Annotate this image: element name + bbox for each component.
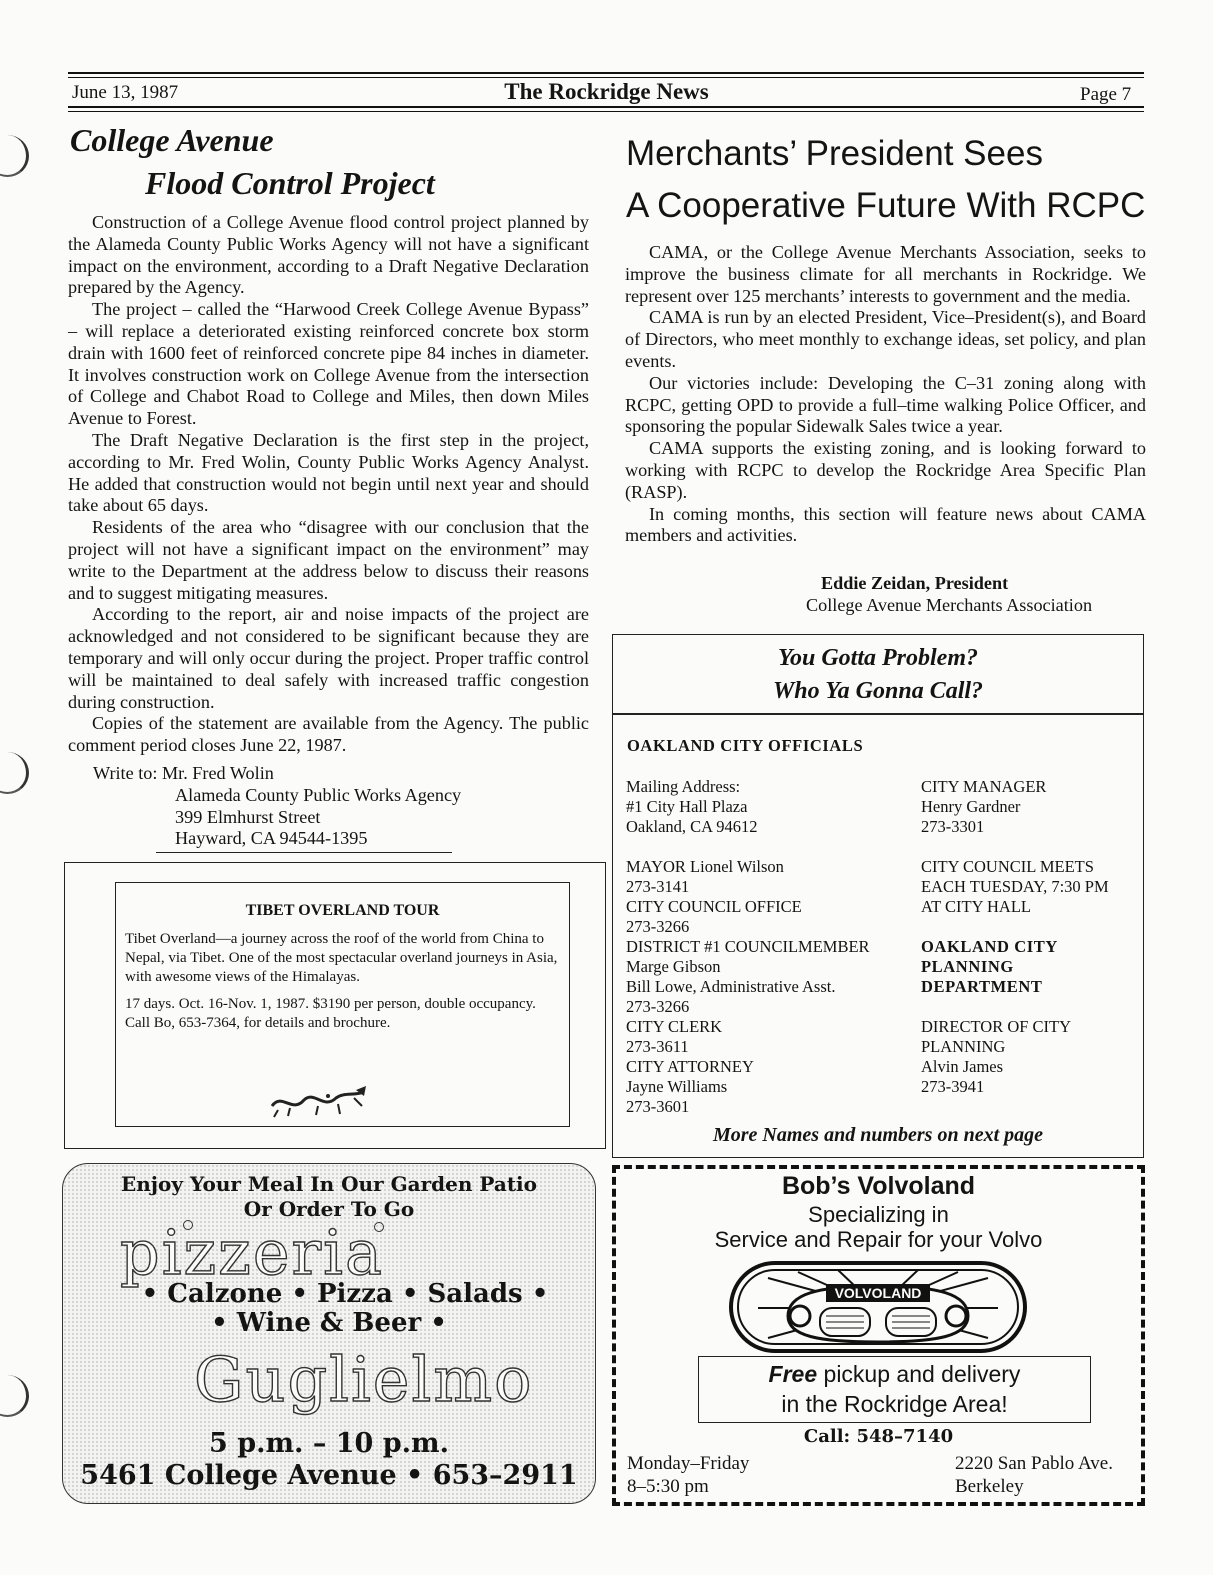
header-rule-top-thin: [68, 77, 1144, 78]
official-line: Oakland, CA 94612: [626, 817, 758, 836]
volvoland-logo-text: VOLVOLAND: [834, 1285, 922, 1301]
delivery-line: [699, 1359, 1090, 1389]
binder-hole: [0, 135, 29, 177]
pizza-address: 5461 College Avenue • 653–2911: [80, 1460, 578, 1491]
signature-name: Eddie Zeidan, President: [821, 573, 1009, 593]
pizza-hours: 5 p.m. – 10 p.m.: [209, 1428, 449, 1459]
officials-section-title: OAKLAND CITY OFFICIALS: [627, 736, 864, 755]
officials-left-column: [626, 777, 870, 1117]
official-line: Mailing Address:: [626, 777, 741, 796]
tibet-details: 17 days. Oct. 16-Nov. 1, 1987. $3190 per person, double occupancy. Call Bo, 653-7364, for details and brochure.: [125, 996, 536, 1031]
delivery-text: pickup and delivery: [817, 1361, 1021, 1387]
official-line: DISTRICT #1 COUNCILMEMBER: [626, 937, 870, 956]
planning-title: DEPARTMENT: [921, 977, 1043, 996]
binder-hole: [0, 1375, 29, 1417]
official-line: 273-3941: [921, 1077, 985, 1096]
volvoland-tagline: Specializing in: [808, 1202, 949, 1227]
paragraph: In coming months, this section will feature news about CAMA members and activities.: [625, 503, 1146, 546]
volvoland-days: Monday–Friday: [627, 1453, 750, 1474]
volvoland-logo-icon: [728, 1258, 1028, 1356]
official-line: PLANNING: [921, 1037, 1006, 1056]
guglielmo-wordmark: Guglielmo: [194, 1343, 534, 1416]
write-to-block: [93, 763, 461, 850]
official-line: 273-3266: [626, 997, 690, 1016]
official-line: AT CITY HALL: [921, 897, 1031, 916]
left-article-title: College Avenue: [70, 122, 274, 158]
header-rule-top: [68, 72, 1144, 74]
official-line: Bill Lowe, Administrative Asst.: [626, 977, 836, 996]
official-line: EACH TUESDAY, 7:30 PM: [921, 877, 1109, 896]
planning-title: PLANNING: [921, 957, 1014, 976]
official-line: CITY MANAGER: [921, 777, 1047, 796]
paragraph: Copies of the statement are available from the Agency. The public comment period closes June 22, 1987.: [68, 713, 589, 756]
left-article-body: [68, 212, 589, 757]
volvoland-time: 8–5:30 pm: [627, 1476, 709, 1497]
free-word: Free: [768, 1361, 818, 1387]
official-line: 273-3141: [626, 877, 690, 896]
officials-title-line2: Who Ya Gonna Call?: [772, 678, 984, 704]
page-number: Page 7: [1080, 84, 1132, 105]
official-line: CITY COUNCIL OFFICE: [626, 897, 802, 916]
paragraph: The Draft Negative Declaration is the first step in the project, according to Mr. Fred Wolin, County Public Works Agency Analyst. He added that construction would not begin until next year and should take about 65 days.: [68, 429, 589, 516]
paragraph: CAMA supports the existing zoning, and is looking forward to working with RCPC to develop the Rockridge Area Specific Plan (RASP).: [625, 438, 1146, 502]
header-rule-bottom-thin: [68, 111, 1144, 112]
issue-date: June 13, 1987: [72, 82, 179, 103]
right-article-body: [625, 242, 1146, 547]
paragraph: According to the report, air and noise impacts of the project are acknowledged and not considered to be significant because they are temporary and will only occur during the project. Proper traffic control will be maintained to deal safely with increased traffic congestion during construction.: [68, 604, 589, 712]
paragraph: Residents of the area who “disagree with our conclusion that the project will not have a significant impact on the environment” may write to the Department at the address below to discuss their reasons and to suggest mitigating measures.: [68, 517, 589, 603]
official-line: 273-3301: [921, 817, 985, 836]
volvoland-tagline-line2: Service and Repair for your Volvo: [714, 1227, 1043, 1252]
tibet-title: TIBET OVERLAND TOUR: [245, 902, 440, 919]
delivery-area: in the Rockridge Area!: [781, 1391, 1008, 1417]
write-to-line: Write to: Mr. Fred Wolin: [93, 763, 274, 783]
dragon-icon: [268, 1084, 368, 1120]
volvoland-hours: [627, 1452, 749, 1498]
volvoland-name: Bob’s Volvoland: [781, 1172, 976, 1200]
pizza-menu-line2: • Wine & Beer •: [211, 1308, 447, 1338]
official-line: 273-3601: [626, 1097, 690, 1116]
volvoland-phone: Call: 548–7140: [803, 1426, 954, 1447]
pizza-tagline-line2: Or Order To Go: [243, 1197, 415, 1221]
address-line: 399 Elmhurst Street: [175, 806, 321, 827]
official-line: #1 City Hall Plaza: [626, 797, 748, 816]
paragraph: Construction of a College Avenue flood control project planned by the Alameda County Public Works Agency will not have a significant impact on the environment, according to a Draft Negative Declaration prepared by the Agency.: [68, 212, 589, 298]
official-line: Jayne Williams: [626, 1077, 728, 1096]
right-article-title-line2: A Cooperative Future With RCPC: [626, 186, 1146, 225]
official-line: CITY ATTORNEY: [626, 1057, 754, 1076]
official-line: Alvin James: [921, 1057, 1004, 1076]
officials-title: You Gotta Problem?: [777, 645, 978, 671]
spacer: [921, 837, 1109, 857]
signature-org: College Avenue Merchants Association: [806, 595, 1093, 615]
newspaper-name: The Rockridge News: [504, 79, 709, 104]
officials-footer: More Names and numbers on next page: [712, 1124, 1044, 1146]
address-underline: [156, 852, 452, 853]
paragraph: Our victories include: Developing the C–31 zoning along with RCPC, getting OPD to provide a full–time walking Police Officer, and sponsoring the popular Sidewalk Sales twice a year.: [625, 372, 1146, 437]
spacer: [921, 917, 1109, 937]
volvoland-address: [955, 1452, 1113, 1498]
paragraph: CAMA, or the College Avenue Merchants Association, seeks to improve the business climate for all merchants in Rockridge. We represent over 125 merchants’ interests to government and the media.: [625, 242, 1146, 306]
official-line: 273-3611: [626, 1037, 689, 1056]
volvoland-street: 2220 San Pablo Ave.: [955, 1453, 1113, 1474]
tibet-description: Tibet Overland—a journey across the roof of the world from China to Nepal, via Tibet. One of the most spectacular overland journeys in Asia, with awesome views of the Himalayas.: [125, 931, 558, 985]
paragraph: CAMA is run by an elected President, Vice–President(s), and Board of Directors, who meet monthly to exchange ideas, set policy, and plan events.: [625, 307, 1146, 371]
officials-divider: [612, 713, 1144, 715]
volvoland-city: Berkeley: [955, 1476, 1024, 1497]
left-article-title-line2: Flood Control Project: [145, 165, 435, 201]
official-line: CITY CLERK: [626, 1017, 723, 1036]
official-line: 273-3266: [626, 917, 690, 936]
paragraph: The project – called the “Harwood Creek College Avenue Bypass” – will replace a deteriorated existing reinforced concrete box storm drain with 1600 feet of reinforced concrete pipe 84 inches in diameter. It involves construction work on College Avenue from the intersection of College and Chabot Road to College and Miles, then down Miles Avenue to Forest.: [68, 299, 589, 429]
official-line: MAYOR Lionel Wilson: [626, 857, 784, 876]
binder-hole: [0, 752, 29, 794]
right-article-title: Merchants’ President Sees: [626, 134, 1043, 173]
official-line: Henry Gardner: [921, 797, 1021, 816]
spacer: [921, 997, 1109, 1017]
planning-title: OAKLAND CITY: [921, 937, 1058, 956]
pizzeria-wordmark: pizzeria: [120, 1216, 384, 1289]
header-rule-bottom: [68, 106, 1144, 108]
spacer: [626, 837, 870, 857]
pizza-menu: • Calzone • Pizza • Salads •: [141, 1279, 549, 1309]
official-line: Marge Gibson: [626, 957, 721, 976]
delivery-box: [698, 1356, 1091, 1423]
pizza-tagline: Enjoy Your Meal In Our Garden Patio: [121, 1172, 537, 1196]
officials-right-column: [921, 777, 1109, 1097]
address-line: Hayward, CA 94544-1395: [175, 828, 368, 849]
official-line: CITY COUNCIL MEETS: [921, 857, 1094, 876]
address-line: Alameda County Public Works Agency: [175, 784, 462, 805]
official-line: DIRECTOR OF CITY: [921, 1017, 1072, 1036]
